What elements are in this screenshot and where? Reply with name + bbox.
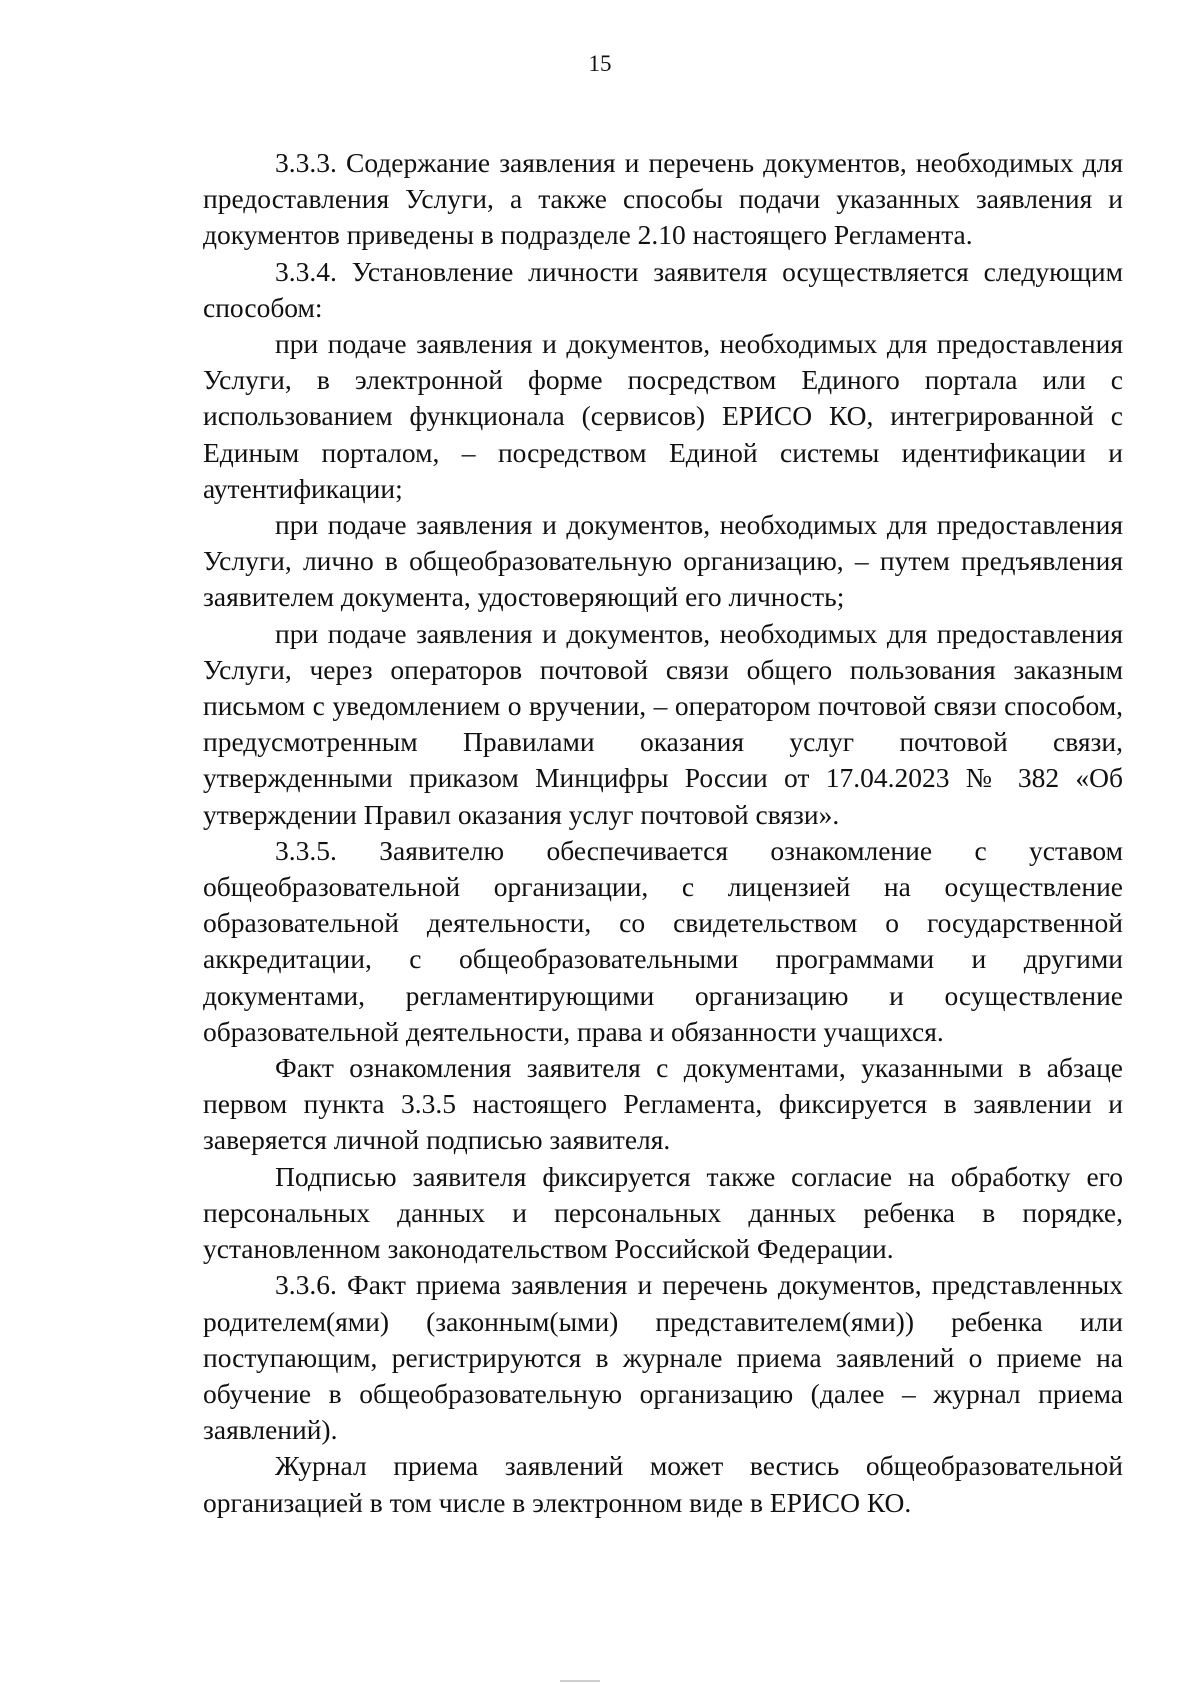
paragraph-familiarization-fact: Факт ознакомления заявителя с документами, указанными в абзаце первом пункта 3.3.5 настоящего Регламента, фиксируется в заявлении и заверяется личной подписью заявителя. [203,1052,1123,1156]
scan-artifact [560,1680,600,1682]
paragraph-journal: Журнал приема заявлений может вестись общеобразовательной организацией в том числе в электронном виде в ЕРИСО КО. [203,1450,1123,1518]
paragraph-personal-data-consent: Подписью заявителя фиксируется также согласие на обработку его персональных данных и персональных данных ребенка в порядке, установленном законодательством Российской Федерации. [203,1160,1123,1265]
page-number: 15 [588,51,612,76]
paragraph-electronic-submission: при подаче заявления и документов, необходимых для предоставления Услуги, в электронной форме посредством Единого портала или с использованием функционала (сервисов) ЕРИСО КО, интегрированной с Единым порталом, – посредством Единой системы идентификации и аутентификации; [203,328,1123,504]
paragraph-in-person-submission: при подаче заявления и документов, необходимых для предоставления Услуги, лично в общеобразовательную организацию, – путем предъявления заявителем документа, удостоверяющий его личность; [203,509,1123,613]
paragraph-postal-submission: при подаче заявления и документов, необходимых для предоставления Услуги, через операторов почтовой связи общего пользования заказным письмом с уведомлением о вручении, – оператором почтовой связи способом, предусмотренным Правилами оказания услуг почтовой связи, утвержденными приказом Минцифры России от 17.04.2023 № 382 «Об утверждении Правил оказания услуг почтовой связи». [203,617,1123,830]
paragraph-3-3-3: 3.3.3. Содержание заявления и перечень документов, необходимых для предоставления Услуги, а также способы подачи указанных заявления и документов приведены в подразделе 2.10 настоящего Регламента. [203,147,1123,251]
document-body [203,145,1123,1521]
paragraph-3-3-4: 3.3.4. Установление личности заявителя осуществляется следующим способом: [203,255,1123,323]
paragraph-3-3-5: 3.3.5. Заявителю обеспечивается ознакомление с уставом общеобразовательной организации, с лицензией на осуществление образовательной деятельности, со свидетельством о государственной аккредитации, с общеобразовательными программами и другими документами, регламентирующими организацию и осуществление образовательной деятельности, права и обязанности учащихся. [203,834,1123,1047]
paragraph-3-3-6: 3.3.6. Факт приема заявления и перечень документов, представленных родителем(ями) (законным(ыми) представителем(ями)) ребенка или поступающим, регистрируются в журнале приема заявлений о приеме на обучение в общеобразовательную организацию (далее – журнал приема заявлений). [203,1269,1123,1446]
